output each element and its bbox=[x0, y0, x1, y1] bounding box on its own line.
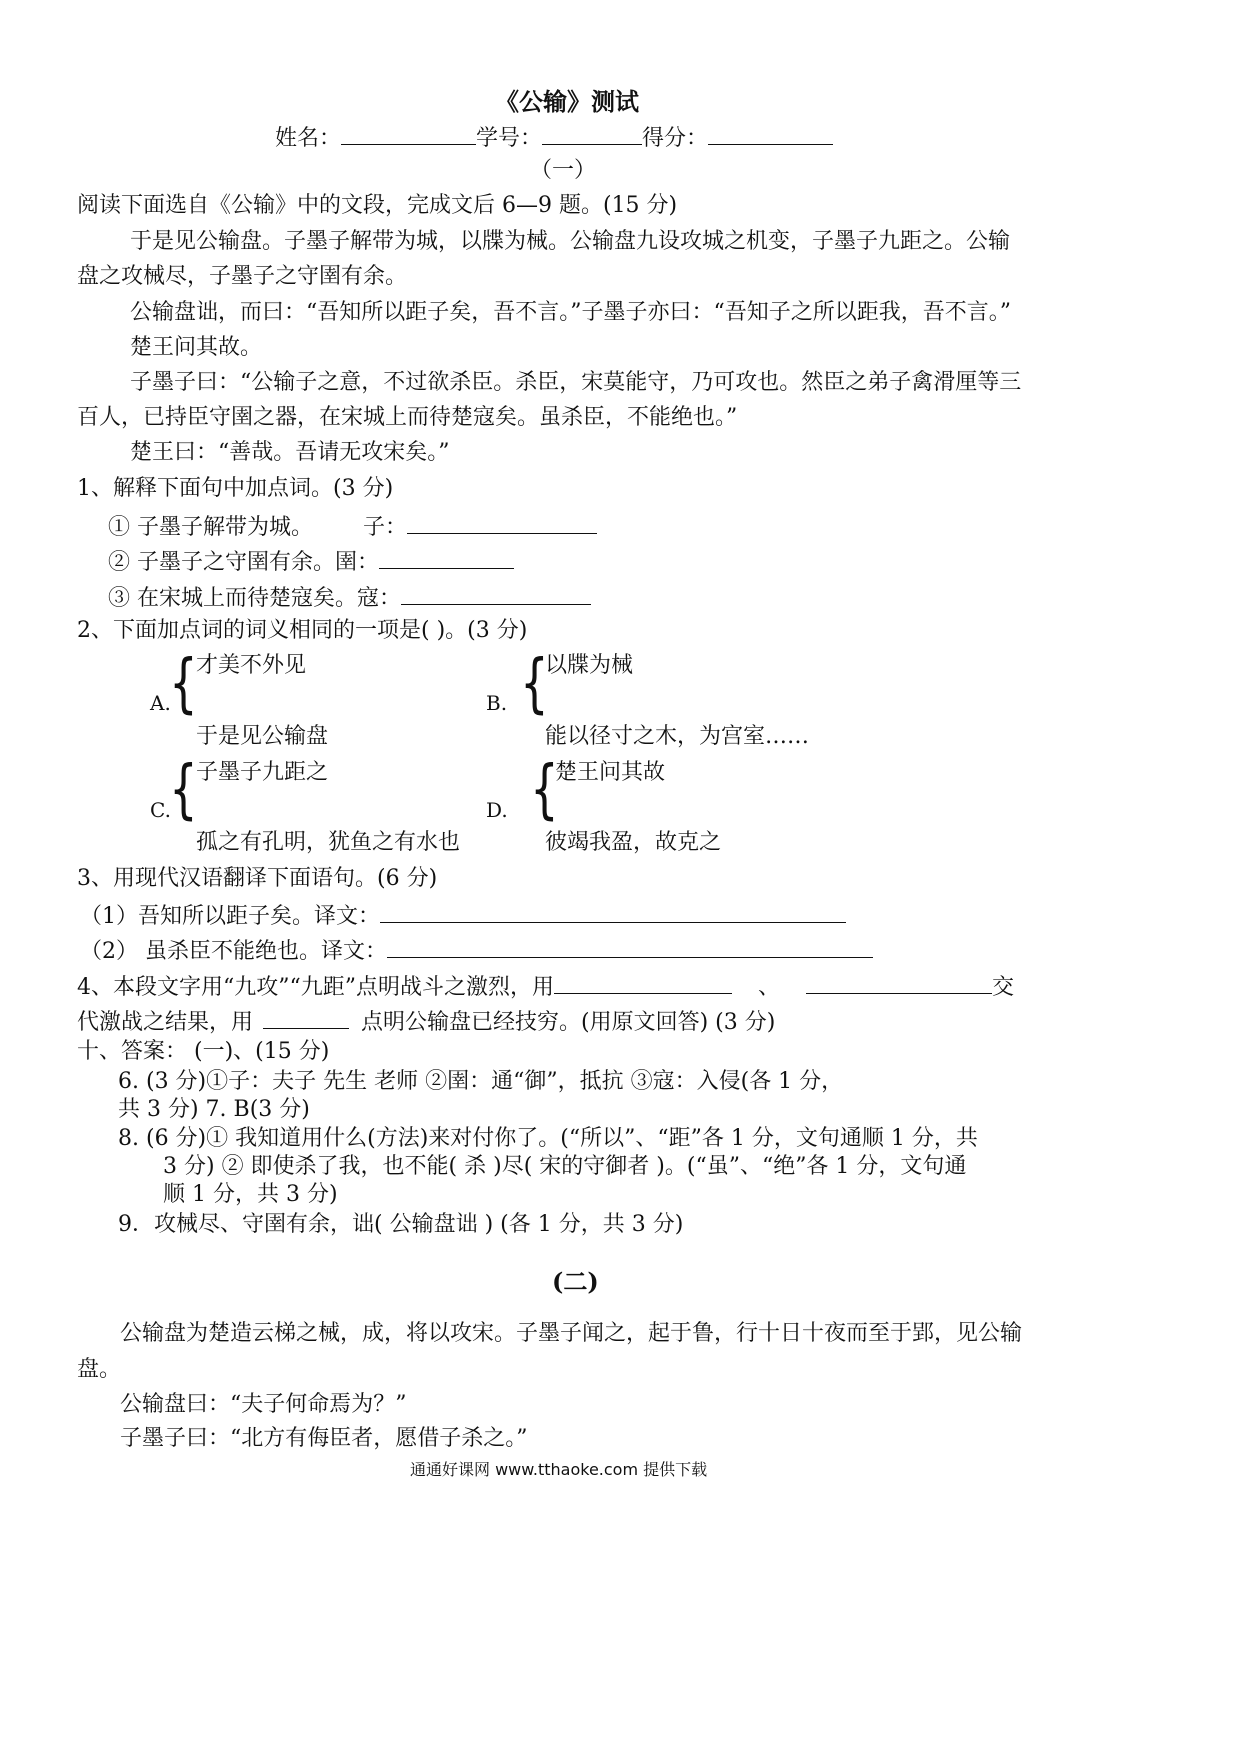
footer-text: 通通好课网 www.tthaoke.com 提供下载 bbox=[410, 1460, 708, 1479]
translation-blank[interactable] bbox=[380, 900, 846, 923]
question-4-text: 代激战之结果，用 bbox=[77, 1010, 254, 1035]
question-1-stem: 1、解释下面句中加点词。(3 分) bbox=[77, 476, 394, 501]
answer-8-cont: 顺 1 分，共 3 分) bbox=[163, 1182, 338, 1207]
question-3-item-text: （1）吾知所以距子矣。译文： bbox=[80, 904, 380, 929]
option-b-letter[interactable]: B. bbox=[486, 691, 508, 715]
answer-9: 9．攻械尽、守圉有余，诎( 公输盘诎 ) (各 1 分，共 3 分) bbox=[118, 1212, 684, 1237]
option-d-letter[interactable]: D. bbox=[486, 798, 508, 822]
option-c-top: 子墨子九距之 bbox=[196, 760, 329, 785]
question-3-stem: 3、用现代汉语翻译下面语句。(6 分) bbox=[77, 866, 438, 891]
section-2-line: 公输盘曰：“夫子何命焉为？” bbox=[120, 1392, 407, 1417]
answer-blank[interactable] bbox=[806, 971, 992, 994]
question-1-item-text: ① 子墨子解带为城。 bbox=[108, 515, 313, 540]
page-title: 《公输》测试 bbox=[495, 87, 639, 116]
option-a-letter[interactable]: A. bbox=[150, 691, 171, 715]
option-c-bottom: 孤之有孔明，犹鱼之有水也 bbox=[196, 830, 461, 855]
passage-line: 公输盘诎，而曰：“吾知所以距子矣，吾不言。”子墨子亦曰：“吾知子之所以距我，吾不言。” bbox=[130, 300, 1011, 325]
question-1-item-text: ② 子墨子之守圉有余。圉： bbox=[108, 550, 379, 575]
option-c-letter[interactable]: C. bbox=[150, 798, 171, 822]
question-1-item-text: ③ 在宋城上而待楚寇矣。寇： bbox=[108, 586, 401, 611]
option-a-bottom: 于是见公输盘 bbox=[196, 724, 329, 749]
answers-heading: 十、答案： (一)、(15 分) bbox=[77, 1039, 330, 1064]
section-2-line: 公输盘为楚造云梯之械，成，将以攻宋。子墨子闻之，起于鲁，行十日十夜而至于郢，见公输 bbox=[120, 1321, 1023, 1346]
brace-icon: { bbox=[169, 647, 198, 721]
passage-line: 子墨子曰：“公输子之意，不过欲杀臣。杀臣，宋莫能守，乃可攻也。然臣之弟子禽滑厘等三 bbox=[130, 370, 1022, 395]
question-4-line-1 bbox=[77, 971, 1014, 1002]
option-b-top: 以牒为械 bbox=[545, 653, 634, 678]
question-4-text: 交 bbox=[992, 975, 1015, 1000]
question-3-item-1 bbox=[80, 900, 846, 931]
answer-blank[interactable] bbox=[263, 1006, 349, 1029]
question-4-text: 点明公输盘已经技穷。(用原文回答) (3 分) bbox=[361, 1010, 776, 1035]
student-id-field[interactable] bbox=[542, 122, 642, 145]
question-1-item-label: 子： bbox=[363, 515, 408, 540]
score-label: 得分： bbox=[642, 126, 709, 151]
question-2-stem: 2、下面加点词的词义相同的一项是( )。(3 分) bbox=[77, 618, 528, 643]
section-2-line: 子墨子曰：“北方有侮臣者，愿借子杀之。” bbox=[120, 1426, 528, 1451]
option-b-bottom: 能以径寸之木，为宫室…… bbox=[545, 724, 810, 749]
passage-line: 于是见公输盘。子墨子解带为城，以牒为械。公输盘九设攻城之机变，子墨子九距之。公输 bbox=[130, 229, 1011, 254]
question-1-item bbox=[108, 582, 591, 613]
separator-text: 、 bbox=[758, 975, 781, 1000]
brace-icon: { bbox=[530, 753, 559, 827]
question-1-item bbox=[108, 511, 597, 542]
answer-blank[interactable] bbox=[401, 582, 591, 605]
name-label: 姓名： bbox=[275, 126, 342, 151]
section-2-heading: (二) bbox=[552, 1267, 599, 1296]
answer-6: 6. (3 分)①子：夫子 先生 老师 ②圉：通“御”，抵抗 ③寇：入侵(各 1 分， bbox=[118, 1069, 844, 1094]
question-3-item-2 bbox=[80, 935, 873, 966]
passage-line: 楚王曰：“善哉。吾请无攻宋矣。” bbox=[130, 440, 450, 465]
translation-blank[interactable] bbox=[387, 935, 873, 958]
question-4-line-2 bbox=[77, 1006, 775, 1037]
passage-line: 盘之攻械尽，子墨子之守圉有余。 bbox=[77, 264, 408, 289]
student-info-line bbox=[275, 122, 833, 153]
section-1-instruction: 阅读下面选自《公输》中的文段，完成文后 6—9 题。(15 分) bbox=[77, 193, 678, 218]
option-d-top: 楚王问其故 bbox=[555, 760, 666, 785]
student-id-label: 学号： bbox=[476, 126, 543, 151]
brace-icon: { bbox=[520, 647, 549, 721]
option-a-top: 才美不外见 bbox=[196, 653, 307, 678]
passage-line: 百人，已持臣守圉之器，在宋城上而待楚寇矣。虽杀臣，不能绝也。” bbox=[77, 405, 738, 430]
question-3-item-text: （2） 虽杀臣不能绝也。译文： bbox=[80, 939, 387, 964]
answer-6-7: 共 3 分) 7. B(3 分) bbox=[118, 1097, 310, 1122]
score-field[interactable] bbox=[708, 122, 833, 145]
answer-blank[interactable] bbox=[554, 971, 732, 994]
section-1-heading: （一） bbox=[530, 158, 597, 183]
section-2-line: 盘。 bbox=[77, 1357, 122, 1382]
question-4-text: 4、本段文字用“九攻”“九距”点明战斗之激烈，用 bbox=[77, 975, 554, 1000]
answer-8-cont: 3 分) ② 即使杀了我，也不能( 杀 )尽( 宋的守御者 )。(“虽”、“绝”各 1 分，文句通 bbox=[163, 1154, 967, 1179]
answer-blank[interactable] bbox=[407, 511, 597, 534]
brace-icon: { bbox=[169, 753, 198, 827]
answer-blank[interactable] bbox=[379, 546, 514, 569]
passage-line: 楚王问其故。 bbox=[130, 335, 263, 360]
answer-8: 8. (6 分)① 我知道用什么(方法)来对付你了。(“所以”、“距”各 1 分，文句通顺 1 分，共 bbox=[118, 1126, 978, 1151]
question-1-item bbox=[108, 546, 514, 577]
name-field[interactable] bbox=[341, 122, 476, 145]
option-d-bottom: 彼竭我盈，故克之 bbox=[545, 830, 722, 855]
